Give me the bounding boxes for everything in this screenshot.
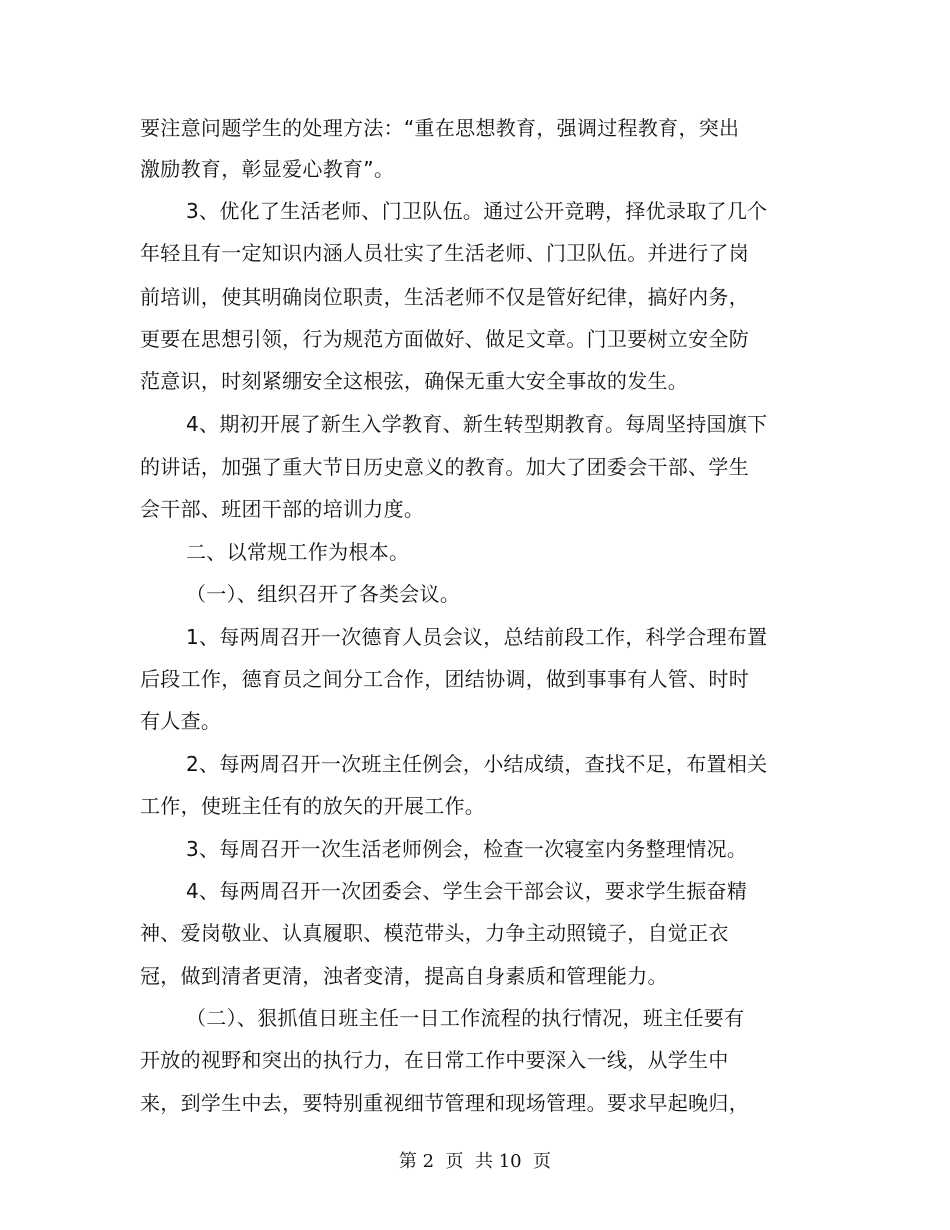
page-number-footer: 第 2 页 共 10 页 [398,1151,552,1172]
subsection-heading: （二）、狠抓值日班主任一日工作流程的执行情况，班主任要有 [186,1006,745,1030]
text-line: 3、每周召开一次生活老师例会，检查一次寝室内务整理情况。 [186,837,748,861]
text-line: 神、爱岗敬业、认真履职、模范带头，力争主动照镜子，自觉正衣 [140,921,729,945]
text-line: 有人查。 [140,709,222,733]
text-line: 会干部、班团干部的培训力度。 [140,497,425,521]
text-line: 年轻且有一定知识内涵人员壮实了生活老师、门卫队伍。并进行了岗 [140,241,749,265]
text-line: 的讲话，加强了重大节日历史意义的教育。加大了团委会干部、学生 [140,455,749,479]
text-line: 1、每两周召开一次德育人员会议，总结前段工作，科学合理布置 [186,625,768,649]
text-line: 范意识，时刻紧绷安全这根弦，确保无重大安全事故的发生。 [140,369,689,393]
text-line: 激励教育，彰显爱心教育”。 [140,157,395,181]
text-line: 要注意问题学生的处理方法：“重在思想教育，强调过程教育，突出 [140,116,740,140]
subsection-heading: （一）、组织召开了各类会议。 [186,582,461,606]
text-line: 4、期初开展了新生入学教育、新生转型期教育。每周坚持国旗下 [186,412,768,436]
text-line: 2、每两周召开一次班主任例会，小结成绩，查找不足，布置相关 [186,752,768,776]
text-line: 开放的视野和突出的执行力，在日常工作中要深入一线，从学生中 [140,1048,729,1072]
text-line: 工作，使班主任有的放矢的开展工作。 [140,794,486,818]
text-line: 更要在思想引领，行为规范方面做好、做足文章。门卫要树立安全防 [140,327,749,351]
text-line: 前培训，使其明确岗位职责，生活老师不仅是管好纪律，搞好内务， [140,285,749,309]
section-heading: 二、以常规工作为根本。 [186,540,410,564]
text-line: 3、优化了生活老师、门卫队伍。通过公开竞聘，择优录取了几个 [186,199,768,223]
text-line: 来，到学生中去，要特别重视细节管理和现场管理。要求早起晚归， [140,1091,749,1115]
text-line: 后段工作，德育员之间分工合作，团结协调，做到事事有人管、时时 [140,667,749,691]
text-line: 冠，做到清者更清，浊者变清，提高自身素质和管理能力。 [140,964,668,988]
text-line: 4、每两周召开一次团委会、学生会干部会议，要求学生振奋精 [186,879,748,903]
